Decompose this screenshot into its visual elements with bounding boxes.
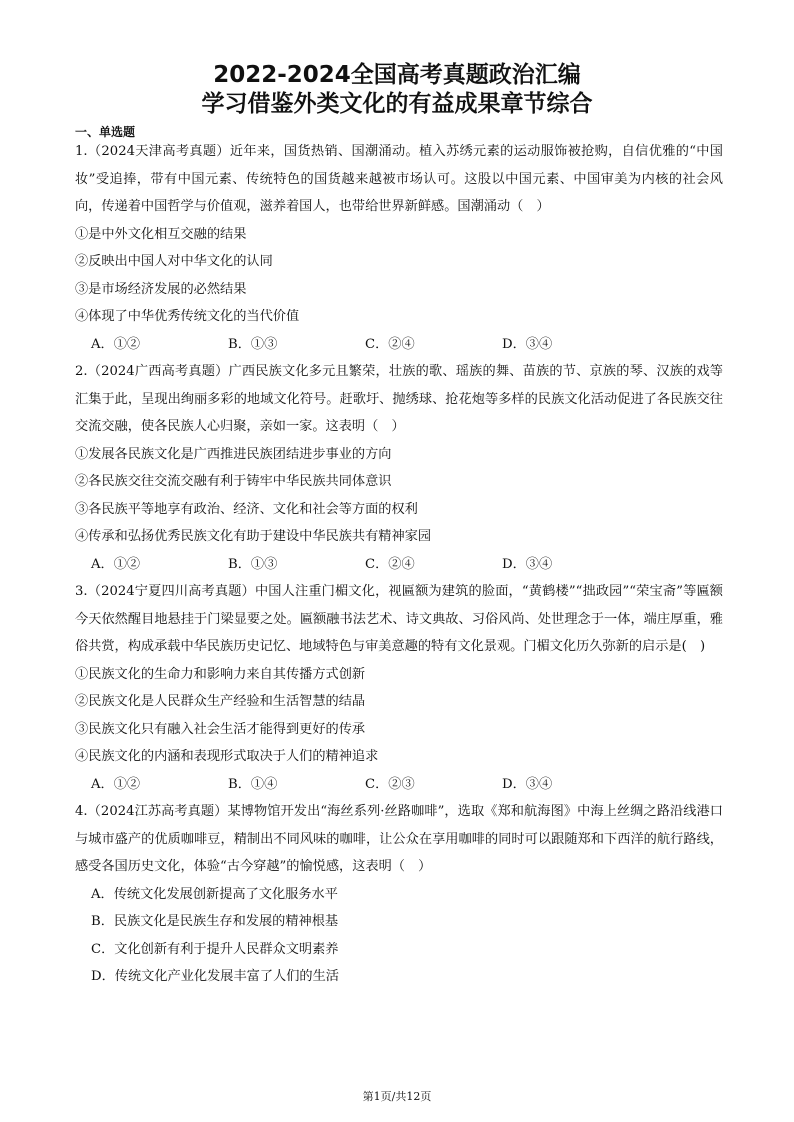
choice-a: A．①② bbox=[91, 556, 141, 572]
question-stem: 2.（2024广西高考真题）广西民族文化多元且繁荣，壮族的歌、瑶族的舞、苗族的节、京族的琴、汉族的戏等汇集于此，呈现出绚丽多彩的地域文化符号。赶歌圩、抛绣球、抢花炮等多样的民族文化活动促进了各民族交往交流交融，使各民族人心归聚，亲如一家。这表明（ ） bbox=[75, 364, 723, 434]
question-2 bbox=[75, 358, 723, 578]
statement: ②民族文化是人民群众生产经验和生活智慧的结晶 bbox=[75, 694, 366, 709]
questions-area bbox=[75, 138, 723, 991]
section-heading: 一、单选题 bbox=[75, 125, 136, 139]
statement: ④体现了中华优秀传统文化的当代价值 bbox=[75, 309, 300, 324]
statement: ①是中外文化相互交融的结果 bbox=[75, 226, 247, 242]
answer-choices bbox=[75, 551, 723, 579]
choice-a: A．①② bbox=[91, 776, 141, 792]
document-title-line1: 2022-2024全国高考真题政治汇编 bbox=[213, 62, 581, 88]
option-d: D．传统文化产业化发展丰富了人们的生活 bbox=[91, 969, 339, 984]
choice-c: C．②④ bbox=[365, 336, 415, 352]
answer-choices bbox=[75, 771, 723, 799]
statement: ④民族文化的内涵和表现形式取决于人们的精神追求 bbox=[75, 749, 379, 764]
statement: ②反映出中国人对中华文化的认同 bbox=[75, 254, 273, 269]
choice-b: B．①④ bbox=[228, 776, 278, 792]
choice-c: C．②③ bbox=[365, 776, 415, 792]
choice-a: A．①② bbox=[91, 336, 141, 352]
statement: ②各民族交往交流交融有利于铸牢中华民族共同体意识 bbox=[75, 474, 392, 489]
choice-b: B．①③ bbox=[228, 556, 278, 572]
statement: ③各民族平等地享有政治、经济、文化和社会等方面的权利 bbox=[75, 501, 418, 517]
choice-c: C．②④ bbox=[365, 556, 415, 572]
option-a: A．传统文化发展创新提高了文化服务水平 bbox=[91, 886, 338, 902]
statement: ④传承和弘扬优秀民族文化有助于建设中华民族共有精神家园 bbox=[75, 529, 432, 544]
question-stem: 4.（2024江苏高考真题）某博物馆开发出“海丝系列·丝路咖啡”，选取《郑和航海图》中海上丝绸之路沿线港口与城市盛产的优质咖啡豆，精制出不同风味的咖啡，让公众在享用咖啡的同时可以跟随郑和下西洋的航行路线，感受各国历史文化，体验“古今穿越”的愉悦感，这表明（ ） bbox=[75, 804, 723, 874]
document-title-line2: 学习借鉴外类文化的有益成果章节综合 bbox=[201, 91, 593, 117]
question-3 bbox=[75, 578, 723, 798]
option-c: C．文化创新有利于提升人民群众文明素养 bbox=[91, 941, 339, 957]
question-stem: 1.（2024天津高考真题）近年来，国货热销、国潮涌动。植入苏绣元素的运动服饰被抢购，自信优雅的“中国妆”受追捧，带有中国元素、传统特色的国货越来越被市场认可。这股以中国元素、中国审美为内核的社会风向，传递着中国哲学与价值观，滋养着国人，也带给世界新鲜感。国潮涌动（ ） bbox=[75, 144, 723, 214]
statement: ①民族文化的生命力和影响力来自其传播方式创新 bbox=[75, 666, 366, 682]
answer-choices bbox=[75, 331, 723, 359]
choice-d: D．③④ bbox=[502, 556, 553, 572]
option-b: B．民族文化是民族生存和发展的精神根基 bbox=[91, 914, 339, 929]
page-number-footer: 第1页/共12页 bbox=[362, 1090, 432, 1103]
statement: ①发展各民族文化是广西推进民族团结进步事业的方向 bbox=[75, 446, 392, 462]
question-1 bbox=[75, 138, 723, 358]
question-stem: 3.（2024宁夏四川高考真题）中国人注重门楣文化，视匾额为建筑的脸面，“黄鹤楼”“拙政园”“荣宝斋”等匾额今天依然醒目地悬挂于门梁显要之处。匾额融书法艺术、诗文典故、习俗风尚、处世理念于一体，端庄厚重，雅俗共赏，构成承载中华民族历史记忆、地域特色与审美意趣的特有文化景观。门楣文化历久弥新的启示是( ) bbox=[75, 584, 723, 654]
question-4 bbox=[75, 798, 723, 991]
statement: ③是市场经济发展的必然结果 bbox=[75, 281, 247, 297]
choice-d: D．③④ bbox=[502, 336, 553, 352]
choice-b: B．①③ bbox=[228, 336, 278, 352]
choice-d: D．③④ bbox=[502, 776, 553, 792]
statement: ③民族文化只有融入社会生活才能得到更好的传承 bbox=[75, 721, 366, 737]
